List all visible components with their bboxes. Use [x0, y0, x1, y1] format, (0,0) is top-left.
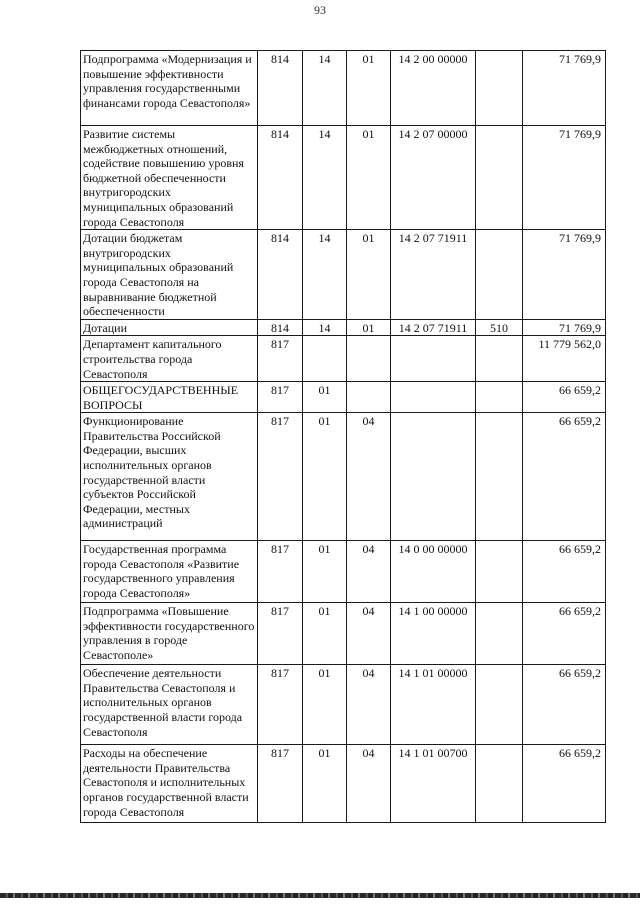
section-code: 14	[303, 51, 347, 126]
expense-type-code	[476, 603, 523, 665]
target-article-code: 14 1 01 00000	[391, 665, 476, 745]
table-row	[81, 745, 606, 823]
expense-type-code: 510	[476, 319, 523, 336]
row-name: Расходы на обеспечение деятельности Правительства Севастополя и исполнительных органов государственной власти города Севастополя	[81, 745, 258, 823]
table-row	[81, 382, 606, 413]
budget-table	[80, 50, 606, 823]
section-code: 01	[303, 382, 347, 413]
amount: 66 659,2	[523, 665, 606, 745]
table-row	[81, 541, 606, 603]
row-name: ОБЩЕГОСУДАРСТВЕННЫЕ ВОПРОСЫ	[81, 382, 258, 413]
ministry-code: 817	[258, 382, 303, 413]
expense-type-code	[476, 745, 523, 823]
target-article-code	[391, 382, 476, 413]
table-row	[81, 319, 606, 336]
target-article-code: 14 1 00 00000	[391, 603, 476, 665]
ministry-code: 817	[258, 665, 303, 745]
expense-type-code	[476, 413, 523, 541]
row-name: Дотации	[81, 319, 258, 336]
subsection-code: 01	[347, 230, 391, 320]
ministry-code: 817	[258, 541, 303, 603]
expense-type-code	[476, 541, 523, 603]
table-row	[81, 230, 606, 320]
expense-type-code	[476, 51, 523, 126]
section-code: 01	[303, 603, 347, 665]
target-article-code: 14 2 07 71911	[391, 230, 476, 320]
target-article-code: 14 2 07 71911	[391, 319, 476, 336]
amount: 66 659,2	[523, 745, 606, 823]
expense-type-code	[476, 230, 523, 320]
subsection-code: 04	[347, 745, 391, 823]
section-code: 01	[303, 541, 347, 603]
row-name: Государственная программа города Севастополя «Развитие государственного управления города Севастополя»	[81, 541, 258, 603]
target-article-code	[391, 413, 476, 541]
row-name: Подпрограмма «Модернизация и повышение эффективности управления государственными финансами города Севастополя»	[81, 51, 258, 126]
section-code: 14	[303, 230, 347, 320]
table-row	[81, 603, 606, 665]
target-article-code: 14 2 07 00000	[391, 126, 476, 230]
subsection-code: 04	[347, 541, 391, 603]
scan-border	[0, 893, 640, 898]
page-number: 93	[314, 3, 326, 17]
ministry-code: 814	[258, 230, 303, 320]
amount: 66 659,2	[523, 413, 606, 541]
section-code: 14	[303, 126, 347, 230]
ministry-code: 814	[258, 319, 303, 336]
subsection-code: 01	[347, 51, 391, 126]
table-row	[81, 413, 606, 541]
table-row	[81, 126, 606, 230]
expense-type-code	[476, 665, 523, 745]
amount: 71 769,9	[523, 319, 606, 336]
row-name: Департамент капитального строительства города Севастополя	[81, 336, 258, 382]
ministry-code: 817	[258, 745, 303, 823]
subsection-code	[347, 382, 391, 413]
section-code: 01	[303, 413, 347, 541]
expense-type-code	[476, 126, 523, 230]
row-name: Функционирование Правительства Российской Федерации, высших исполнительных органов государственной власти субъектов Российской Федерации, местных администраций	[81, 413, 258, 541]
expense-type-code	[476, 336, 523, 382]
expense-type-code	[476, 382, 523, 413]
section-code: 01	[303, 665, 347, 745]
ministry-code: 817	[258, 336, 303, 382]
subsection-code: 01	[347, 126, 391, 230]
subsection-code: 04	[347, 603, 391, 665]
ministry-code: 814	[258, 51, 303, 126]
target-article-code	[391, 336, 476, 382]
amount: 71 769,9	[523, 126, 606, 230]
amount: 71 769,9	[523, 51, 606, 126]
subsection-code	[347, 336, 391, 382]
ministry-code: 817	[258, 603, 303, 665]
subsection-code: 04	[347, 665, 391, 745]
subsection-code: 01	[347, 319, 391, 336]
amount: 66 659,2	[523, 541, 606, 603]
table-row	[81, 665, 606, 745]
amount: 71 769,9	[523, 230, 606, 320]
amount: 66 659,2	[523, 603, 606, 665]
row-name: Подпрограмма «Повышение эффективности государственного управления в городе Севастополе»	[81, 603, 258, 665]
row-name: Развитие системы межбюджетных отношений, содействие повышению уровня бюджетной обеспеченности внутригородских муниципальных образований города Севастополя	[81, 126, 258, 230]
subsection-code: 04	[347, 413, 391, 541]
row-name: Обеспечение деятельности Правительства Севастополя и исполнительных органов государственной власти города Севастополя	[81, 665, 258, 745]
row-name: Дотации бюджетам внутригородских муниципальных образований города Севастополя на выравнивание бюджетной обеспеченности	[81, 230, 258, 320]
section-code: 14	[303, 319, 347, 336]
section-code: 01	[303, 745, 347, 823]
target-article-code: 14 1 01 00700	[391, 745, 476, 823]
table-row	[81, 336, 606, 382]
ministry-code: 814	[258, 126, 303, 230]
table-row	[81, 51, 606, 126]
target-article-code: 14 2 00 00000	[391, 51, 476, 126]
ministry-code: 817	[258, 413, 303, 541]
target-article-code: 14 0 00 00000	[391, 541, 476, 603]
amount: 11 779 562,0	[523, 336, 606, 382]
section-code	[303, 336, 347, 382]
amount: 66 659,2	[523, 382, 606, 413]
